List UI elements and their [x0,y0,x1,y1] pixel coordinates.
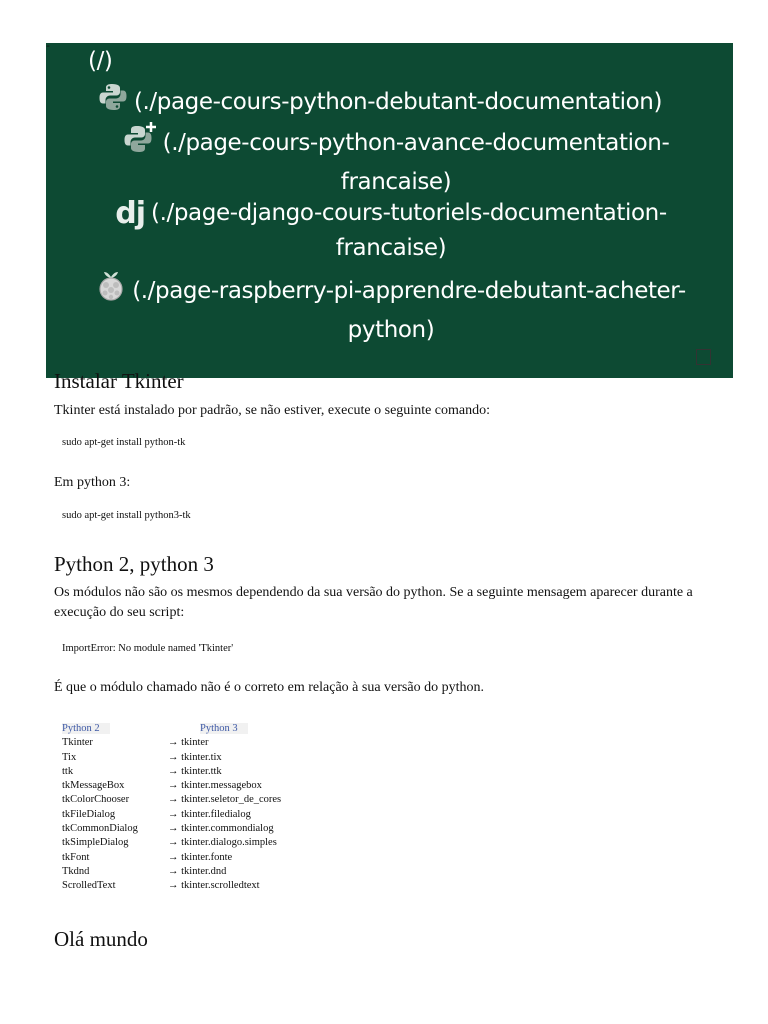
code-block-install-python3: sudo apt-get install python3-tk [62,510,191,521]
python2-module-cell: tkSimpleDialog [62,837,129,849]
python3-module-cell: → tkinter.dialogo.simples [168,837,277,849]
heading-install-tkinter: Instalar Tkinter [54,369,184,393]
python2-module-cell: tkMessageBox [62,780,125,792]
code-block-install: sudo apt-get install python-tk [62,437,186,448]
python3-module-cell: → tkinter.dnd [168,865,227,877]
python2-module-cell: Tkdnd [62,865,90,877]
python3-module-cell: → tkinter.seletor_de_cores [168,794,282,806]
code-block-import-error: ImportError: No module named 'Tkinter' [62,643,234,654]
table-header-row [62,722,281,736]
nav-item-raspberry-pi[interactable] [66,270,716,348]
table-row [62,793,281,807]
python3-module-cell: → tkinter.messagebox [168,780,262,792]
nav-item-python-beginner[interactable] [60,82,700,123]
table-row [62,879,281,893]
django-icon: dj [115,196,146,231]
paragraph-python3: Em python 3: [54,475,131,490]
menu-toggle-button[interactable] [696,349,711,365]
table-row [62,765,281,779]
raspberry-pi-icon [96,270,126,313]
python2-module-cell: ScrolledText [62,880,116,892]
nav-item-python-advanced[interactable] [96,122,696,200]
python2-module-cell: tkCommonDialog [62,823,138,835]
table-row [62,808,281,822]
python2-module-cell: tkFileDialog [62,808,116,820]
table-row [62,779,281,793]
python2-module-cell: tkColorChooser [62,794,130,806]
main-content [54,368,714,952]
python3-module-cell: → tkinter [168,737,209,749]
python3-module-cell: → tkinter.commondialog [168,823,274,835]
python3-module-cell: → tkinter.fonte [168,851,233,863]
home-link[interactable]: (/) [88,48,113,74]
nav-item-label[interactable]: (./page-django-cours-tutoriels-documentation-francaise) [151,200,667,261]
paragraph-wrong-module: É que o módulo chamado não é o correto em relação à sua versão do python. [54,680,484,695]
heading-python-versions: Python 2, python 3 [54,552,214,576]
python2-module-cell: ttk [62,765,74,777]
python3-module-cell: → tkinter.tix [168,751,222,763]
heading-hello-world: Olá mundo [54,926,148,951]
table-row [62,836,281,850]
python3-module-cell: → tkinter.filedialog [168,808,251,820]
paragraph-install: Tkinter está instalado por padrão, se não estiver, execute o seguinte comando: [54,403,491,418]
table-row [62,736,281,750]
module-mapping-table [62,722,281,894]
python-icon [98,82,128,123]
nav-item-label[interactable]: (./page-raspberry-pi-apprendre-debutant-acheter-python) [132,278,686,343]
table-header-cell: Python 2 [62,722,168,736]
paragraph-modules: Os módulos não são os mesmos dependendo da sua versão do python. Se a seguinte mensagem aparecer durante a execução do seu script: [54,585,693,620]
python3-module-cell: → tkinter.ttk [168,765,222,777]
python-plus-icon [123,122,157,165]
python2-module-cell: tkFont [62,851,90,863]
python2-module-cell: Tix [62,751,77,763]
nav-marker: - [46,39,50,52]
table-row [62,851,281,865]
table-row [62,865,281,879]
python3-module-cell: → tkinter.scrolledtext [168,880,260,892]
table-row [62,751,281,765]
nav-item-label[interactable]: (./page-cours-python-avance-documentation-francaise) [162,130,670,195]
table-row [62,822,281,836]
table-header-cell: Python 3 [168,722,281,736]
nav-item-label[interactable]: (./page-cours-python-debutant-documentation) [133,89,663,115]
nav-item-django[interactable] [86,196,696,266]
top-navigation [46,39,733,378]
python2-module-cell: Tkinter [62,737,93,749]
